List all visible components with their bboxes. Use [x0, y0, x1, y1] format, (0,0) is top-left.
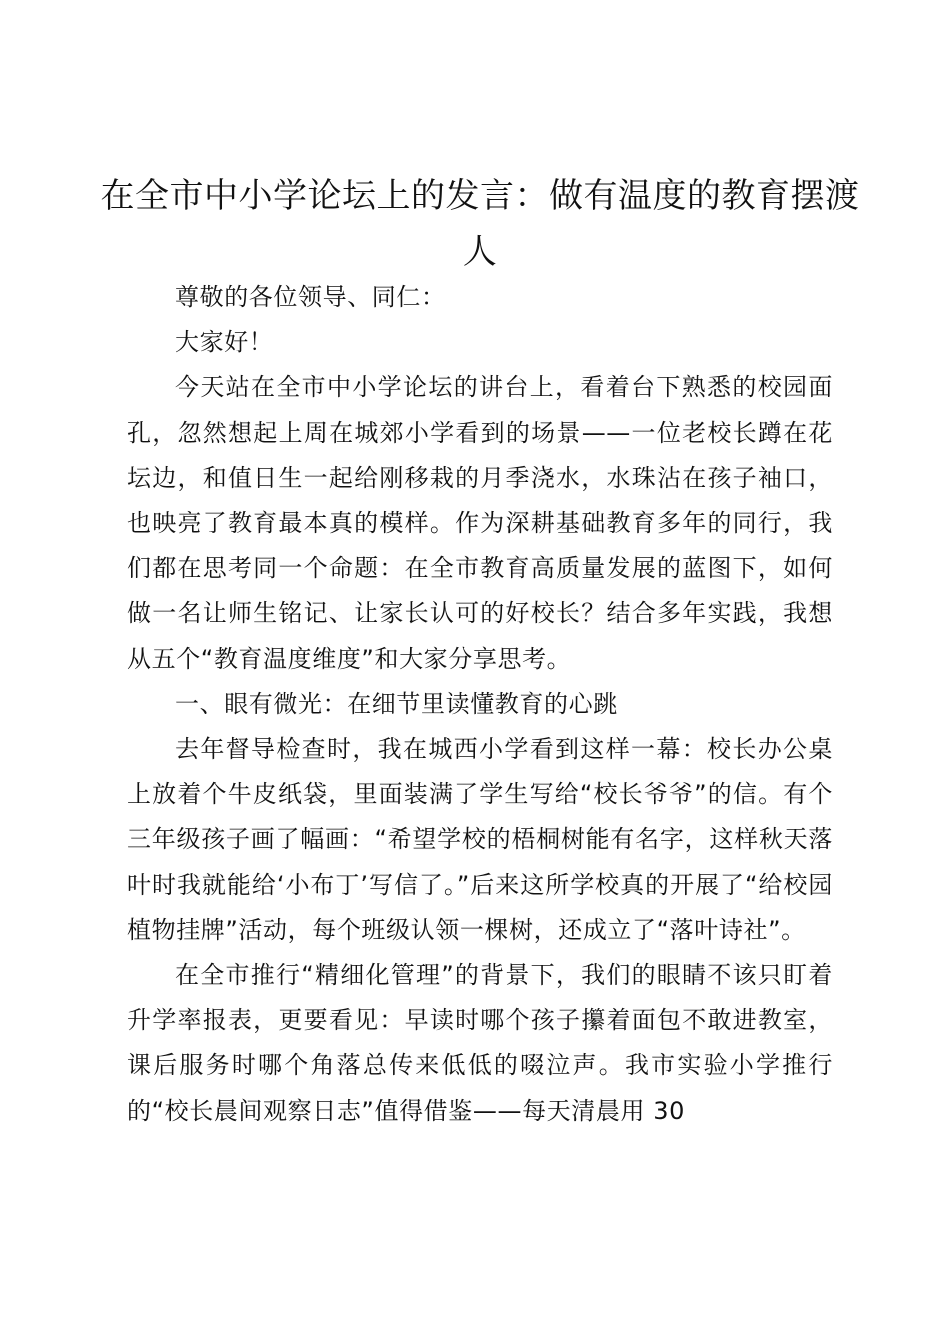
section-heading-1: 一、眼有微光：在细节里读懂教育的心跳: [175, 689, 618, 718]
paragraph-section-1-b: 在全市推行“精细化管理”的背景下，我们的眼睛不该只盯着升学率报表，更要看见：早读时哪个孩子攥着面包不敢进教室，课后服务时哪个角落总传来低低的啜泣声。我市实验小学推行的“校长晨间观察日志”值得借鉴——每天清晨用 30: [127, 961, 833, 1125]
salutation: 尊敬的各位领导、同仁：: [175, 283, 446, 311]
paragraph-intro: 今天站在全市中小学论坛的讲台上，看着台下熟悉的校园面孔，忽然想起上周在城郊小学看到的场景——一位老校长蹲在花坛边，和值日生一起给刚移栽的月季浇水，水珠沾在孩子袖口，也映亮了教育最本真的模样。作为深耕基础教育多年的同行，我们都在思考同一个命题：在全市教育高质量发展的蓝图下，如何做一名让师生铭记、让家长认可的好校长？结合多年实践，我想从五个“教育温度维度”和大家分享思考。: [127, 373, 833, 673]
paragraph-section-1-a: 去年督导检查时，我在城西小学看到这样一幕：校长办公桌上放着个牛皮纸袋，里面装满了学生写给“校长爷爷”的信。有个三年级孩子画了幅画：“希望学校的梧桐树能有名字，这样秋天落叶时我就能给‘小布丁’写信了。”后来这所学校真的开展了“给校园植物挂牌”活动，每个班级认领一棵树，还成立了“落叶诗社”。: [127, 735, 833, 944]
document-body: [127, 275, 833, 1134]
document-title: 在全市中小学论坛上的发言：做有温度的教育摆渡人: [100, 176, 860, 272]
greeting: 大家好！: [175, 328, 274, 357]
